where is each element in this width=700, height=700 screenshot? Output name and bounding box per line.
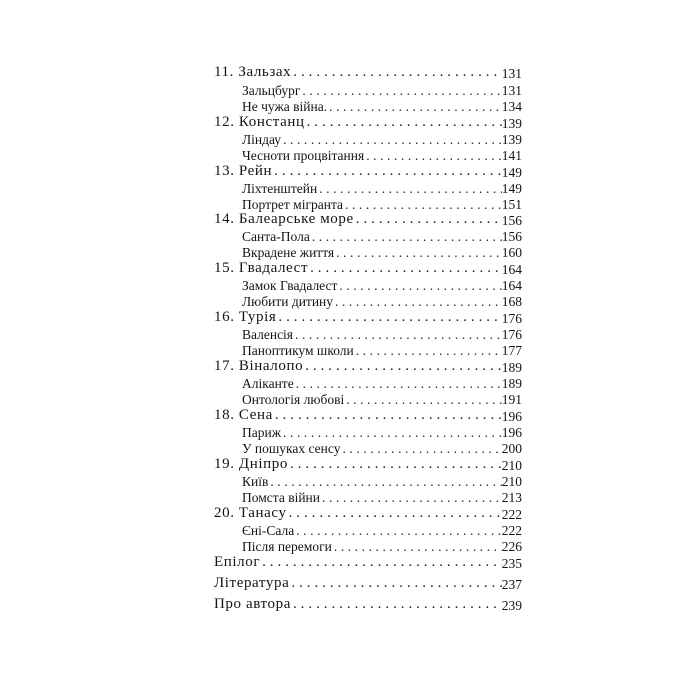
dot-leader — [332, 540, 502, 554]
dot-leader — [340, 442, 501, 456]
toc-entry-title: Епілог — [214, 554, 261, 570]
toc-section — [214, 437, 522, 455]
toc-end-matter — [214, 552, 522, 570]
toc-entry-page: 222 — [501, 522, 522, 538]
toc-entry-page: 139 — [501, 115, 522, 131]
toc-entry-title: Не чужа війна. — [242, 98, 328, 114]
toc-entry-title: Київ — [242, 473, 269, 489]
toc-chapter — [214, 62, 522, 80]
toc-entry-title: 16. Турія — [214, 309, 277, 325]
toc-entry-title: Ліхтенштейн — [242, 180, 318, 196]
toc-entry-title: Вкрадене життя — [242, 244, 335, 260]
toc-section — [214, 290, 522, 308]
toc-entry-title: Помста війни — [242, 489, 321, 505]
dot-leader — [334, 246, 502, 260]
toc-entry-title: Про автора — [214, 596, 291, 612]
toc-entry-title: Ліндау — [242, 131, 282, 147]
toc-entry-page: 191 — [501, 391, 522, 407]
toc-entry-title: 13. Рейн — [214, 163, 273, 179]
toc-entry-page: 200 — [501, 440, 522, 456]
dot-leader — [354, 344, 502, 358]
toc-entry-title: Париж — [242, 424, 282, 440]
toc-end-matter — [214, 594, 522, 612]
toc-entry-page: 164 — [501, 261, 522, 277]
dot-leader — [364, 149, 502, 163]
toc-entry-page: 210 — [501, 473, 522, 489]
dot-leader — [320, 491, 502, 505]
toc-entry-page: 141 — [501, 147, 522, 163]
toc-entry-title: Паноптикум школи — [242, 342, 354, 358]
toc-entry-page: 131 — [501, 65, 522, 81]
toc-entry-title: Портрет мігранта — [242, 196, 344, 212]
dot-leader — [333, 295, 502, 309]
dot-leader — [289, 576, 501, 591]
toc-entry-title: Любити дитину — [242, 293, 334, 309]
toc-entry-title: Література — [214, 575, 290, 591]
toc-entry-title: У пошуках сенсу — [242, 440, 341, 456]
toc-entry-page: 156 — [501, 212, 522, 228]
toc-entry-title: Аліканте — [242, 375, 294, 391]
toc-entry-page: 151 — [501, 196, 522, 212]
toc-end-matter — [214, 573, 522, 591]
toc-entry-page: 164 — [501, 277, 522, 293]
toc-entry-page: 189 — [501, 375, 522, 391]
toc-entry-title: 20. Танасу — [214, 505, 287, 521]
toc-entry-page: 131 — [501, 82, 522, 98]
toc-entry-title: 18. Сена — [214, 407, 273, 423]
toc-section — [214, 95, 522, 113]
toc-entry-page: 196 — [501, 424, 522, 440]
toc-entry-title: Замок Гвадалест — [242, 277, 338, 293]
toc-entry-page: 149 — [501, 164, 522, 180]
dot-leader — [291, 65, 501, 80]
toc-section — [214, 388, 522, 406]
toc-entry-title: Онтологія любові — [242, 391, 345, 407]
toc-entry-title: 14. Балеарське море — [214, 211, 354, 227]
toc-entry-page: 213 — [501, 489, 522, 505]
toc-section — [214, 241, 522, 259]
toc-entry-page: 196 — [501, 408, 522, 424]
dot-leader — [327, 100, 502, 114]
toc-entry-title: Чесноти процвітання — [242, 147, 365, 163]
toc-entry-page: 160 — [501, 244, 522, 260]
toc-entry-page: 239 — [501, 597, 522, 613]
toc-entry-page: 222 — [501, 506, 522, 522]
toc-entry-title: Зальцбург — [242, 82, 301, 98]
toc-entry-title: 11. Зальзах — [214, 64, 292, 80]
toc-entry-title: 17. Віналопо — [214, 358, 304, 374]
toc-entry-page: 237 — [501, 576, 522, 592]
toc-entry-page: 210 — [501, 457, 522, 473]
toc-entry-page: 235 — [501, 555, 522, 571]
dot-leader — [291, 597, 502, 612]
dot-leader — [260, 555, 502, 570]
toc-entry-page: 189 — [501, 359, 522, 375]
toc-entry-page: 176 — [501, 326, 522, 342]
toc-entry-title: 15. Гвадалест — [214, 260, 309, 276]
toc-entry-page: 156 — [501, 228, 522, 244]
toc-entry-page: 168 — [501, 293, 522, 309]
toc-entry-page: 134 — [501, 98, 522, 114]
toc-section — [214, 486, 522, 504]
toc-entry-page: 176 — [501, 310, 522, 326]
toc-entry-page: 177 — [501, 342, 522, 358]
toc-entry-title: 19. Дніпро — [214, 456, 288, 472]
toc-section — [214, 535, 522, 553]
toc-entry-title: Санта-Пола — [242, 228, 310, 244]
toc-entry-page: 139 — [501, 131, 522, 147]
toc-entry-title: Після перемоги — [242, 538, 332, 554]
toc-entry-page: 149 — [501, 180, 522, 196]
toc-entry-title: 12. Констанц — [214, 114, 305, 130]
toc-section — [214, 144, 522, 162]
dot-leader — [344, 393, 502, 407]
toc-entry-page: 226 — [501, 538, 522, 554]
toc-entry-title: Валенсія — [242, 326, 294, 342]
toc-entry-title: Єні-Сала — [242, 522, 295, 538]
toc-section — [214, 339, 522, 357]
